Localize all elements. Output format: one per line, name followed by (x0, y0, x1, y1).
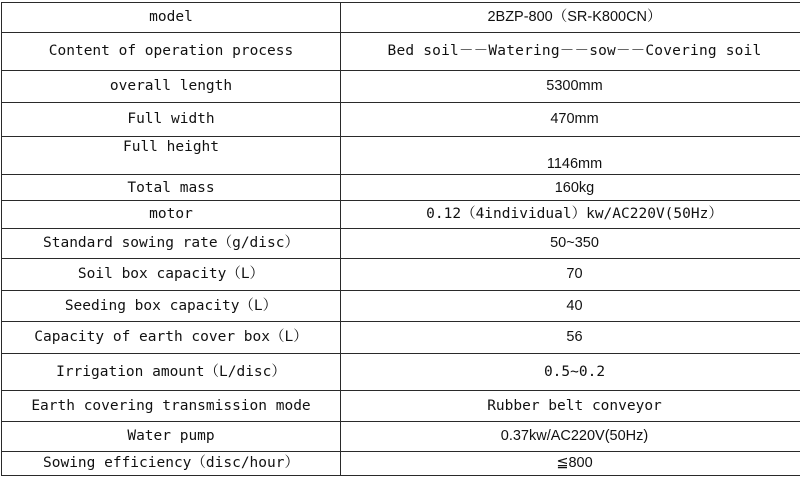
row-value-irrigation-amount: 0.5~0.2 (341, 354, 800, 390)
table-row (2, 175, 800, 201)
row-label-soil-box-capacity: Soil box capacity（L） (2, 259, 341, 290)
row-label-operation-process: Content of operation process (2, 33, 341, 70)
row-label-full-height: Full height (2, 136, 341, 174)
row-value-operation-process: Bed soil－－Watering－－sow－－Covering soil (341, 33, 800, 70)
row-value-full-height: 1146mm (341, 136, 800, 174)
table-row (2, 390, 800, 421)
table-row (2, 136, 800, 174)
table-row (2, 422, 800, 451)
row-label-full-width: Full width (2, 103, 341, 136)
table-row (2, 70, 800, 102)
table-row (2, 321, 800, 353)
row-value-full-width: 470mm (341, 103, 800, 136)
table-row (2, 290, 800, 321)
table-row (2, 33, 800, 70)
row-value-seeding-box-capacity: 40 (341, 290, 800, 321)
row-label-irrigation-amount: Irrigation amount（L/disc） (2, 354, 341, 390)
row-label-transmission-mode: Earth covering transmission mode (2, 390, 341, 421)
row-value-soil-box-capacity: 70 (341, 259, 800, 290)
table-row (2, 103, 800, 136)
row-label-water-pump: Water pump (2, 422, 341, 451)
table-row (2, 259, 800, 290)
table-row (2, 3, 800, 33)
row-label-overall-length: overall length (2, 70, 341, 102)
row-value-transmission-mode: Rubber belt conveyor (341, 390, 800, 421)
row-value-sowing-efficiency: ≦800 (341, 451, 800, 475)
table-row (2, 201, 800, 228)
row-value-total-mass: 160kg (341, 175, 800, 201)
row-value-overall-length: 5300mm (341, 70, 800, 102)
row-label-motor: motor (2, 201, 341, 228)
spec-table (1, 2, 800, 476)
table-row (2, 228, 800, 258)
row-value-model: 2BZP-800（SR-K800CN） (341, 3, 800, 33)
row-value-water-pump: 0.37kw/AC220V(50Hz) (341, 422, 800, 451)
row-value-motor: 0.12（4individual）kw/AC220V(50Hz） (341, 201, 800, 228)
row-label-model: model (2, 3, 341, 33)
row-value-earth-cover-capacity: 56 (341, 321, 800, 353)
table-row (2, 354, 800, 390)
row-label-sowing-rate: Standard sowing rate（g/disc） (2, 228, 341, 258)
table-row (2, 451, 800, 475)
row-value-sowing-rate: 50~350 (341, 228, 800, 258)
row-label-sowing-efficiency: Sowing efficiency（disc/hour） (2, 451, 341, 475)
row-label-total-mass: Total mass (2, 175, 341, 201)
row-label-seeding-box-capacity: Seeding box capacity（L） (2, 290, 341, 321)
row-label-earth-cover-capacity: Capacity of earth cover box（L） (2, 321, 341, 353)
